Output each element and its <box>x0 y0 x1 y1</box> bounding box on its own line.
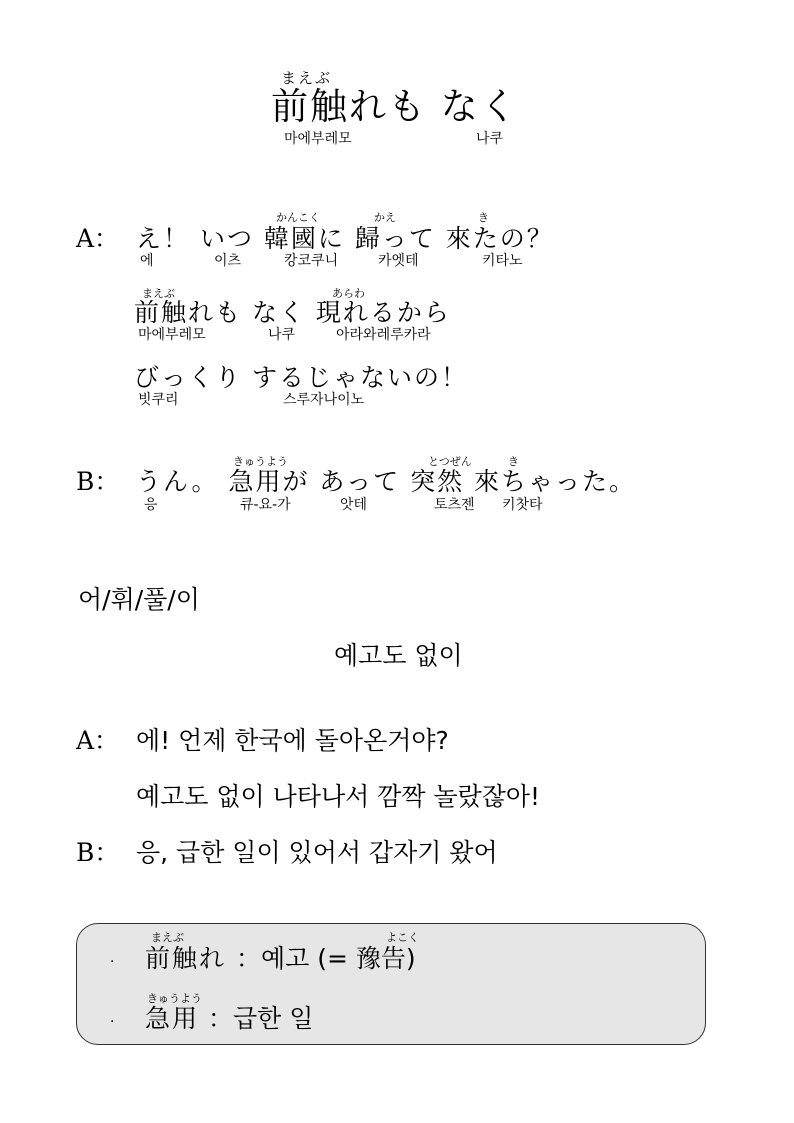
kr-speaker-a-label: A： <box>76 726 120 755</box>
pron-a1-1: 이츠 <box>214 253 242 269</box>
ruby-arawa: あらわ <box>332 287 365 300</box>
pron-a1-3: 카엣테 <box>378 253 419 269</box>
note-bullet-1: · <box>110 954 115 970</box>
title-ruby: まえぶ <box>281 69 333 87</box>
pron-a3-0: 빗쿠리 <box>138 392 179 408</box>
jp-b-line-1: うん。 急用が あって 突然 來ちゃった。 <box>136 467 637 496</box>
ruby-kankoku: かんこく <box>276 211 320 224</box>
pron-a2-1: 나쿠 <box>268 327 296 343</box>
pron-a1-2: 캉코쿠니 <box>284 253 339 269</box>
ruby-ki-2: き <box>508 455 519 468</box>
note-bullet-2: · <box>110 1014 115 1030</box>
pron-b1-1: 큐-요-가 <box>240 497 291 513</box>
ruby-kae: かえ <box>374 211 396 224</box>
kr-b-line-1: 응, 급한 일이 있어서 갑자기 왔어 <box>136 838 498 867</box>
pron-b1-3: 토츠젠 <box>434 497 475 513</box>
note-1-meaning: ：예고 (= 豫告) <box>236 944 416 973</box>
jp-a-line-1: え！ いつ 韓國に 歸って 來たの？ <box>136 224 554 253</box>
ruby-ki: き <box>478 211 489 224</box>
page-title: 前触れも なく <box>271 85 519 128</box>
pron-a2-2: 아라와레루카라 <box>336 327 431 343</box>
vocab-heading: 어/휘/풀/이 <box>78 585 200 614</box>
jp-a-line-3: びっくり するじゃないの！ <box>134 363 468 392</box>
ruby-totsuzen: とつぜん <box>428 455 472 468</box>
speaker-a-label: A： <box>76 224 120 253</box>
jp-a-line-2: 前触れも なく 現れるから <box>134 298 451 327</box>
pron-b1-4: 키찻타 <box>502 497 543 513</box>
note-2-word: 急用 <box>145 1004 200 1033</box>
note-1-word: 前触れ <box>145 944 227 973</box>
note-1-ruby: まえぶ <box>151 931 184 944</box>
speaker-b-label: B： <box>76 467 120 496</box>
note-1-ruby-2: よこく <box>386 931 419 944</box>
title-pron-2: 나쿠 <box>476 131 504 147</box>
pron-a2-0: 마에부레모 <box>138 327 206 343</box>
kr-a-line-2: 예고도 없이 나타나서 깜짝 놀랐잖아! <box>136 782 541 811</box>
ruby-maebu: まえぶ <box>142 287 175 300</box>
kr-a-line-1: 에! 언제 한국에 돌아온거야? <box>136 726 449 755</box>
pron-b1-2: 앗테 <box>340 497 368 513</box>
pron-a1-4: 키타노 <box>482 253 523 269</box>
ruby-kyuuyou: きゅうよう <box>233 455 288 468</box>
kr-speaker-b-label: B： <box>76 838 120 867</box>
pron-a1-0: 에 <box>140 253 154 269</box>
translation-title: 예고도 없이 <box>334 641 463 670</box>
pron-b1-0: 응 <box>144 497 158 513</box>
title-pron-1: 마에부레모 <box>284 131 352 147</box>
note-2-meaning: ：급한 일 <box>208 1004 314 1033</box>
note-2-ruby: きゅうよう <box>147 992 202 1005</box>
pron-a3-1: 스루자나이노 <box>283 392 365 408</box>
